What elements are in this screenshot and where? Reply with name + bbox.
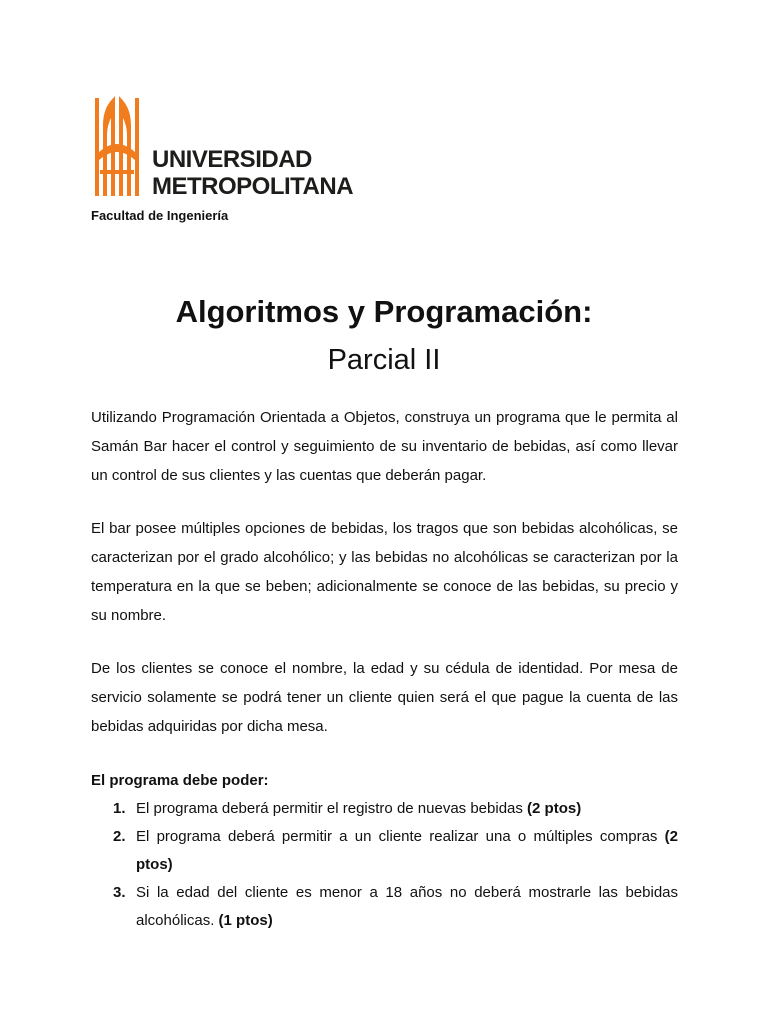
requirement-points: (2 ptos) xyxy=(136,828,678,873)
university-wordmark xyxy=(152,146,353,200)
requirement-number: 2. xyxy=(113,828,126,845)
requirements-list xyxy=(91,795,678,935)
requirement-item xyxy=(91,879,678,935)
requirements-heading: El programa debe poder: xyxy=(91,772,269,789)
faculty-label: Facultad de Ingeniería xyxy=(91,208,229,223)
requirement-points: (2 ptos) xyxy=(527,800,582,817)
document-subtitle: Parcial II xyxy=(327,344,441,376)
requirement-item xyxy=(91,795,678,823)
requirement-text: Si la edad del cliente es menor a 18 años no deberá mostrarle las bebidas alcohólicas. xyxy=(136,884,678,929)
logo-line-2: METROPOLITANA xyxy=(152,173,354,200)
requirement-points: (1 ptos) xyxy=(218,912,273,929)
document-title: Algoritmos y Programación: xyxy=(175,294,593,329)
requirement-number: 3. xyxy=(113,884,126,901)
logo-line-1: UNIVERSIDAD xyxy=(152,146,312,173)
drinks-paragraph: El bar posee múltiples opciones de bebidas, los tragos que son bebidas alcohólicas, se caracterizan por el grado alcohólico; y las bebidas no alcohólicas se caracterizan por la temperatura en la que se beben; adicionalmente se conoce de las bebidas, su precio y su nombre. xyxy=(91,520,678,624)
intro-paragraph: Utilizando Programación Orientada a Objetos, construya un programa que le permita al Samán Bar hacer el control y seguimiento de su inventario de bebidas, así como llevar un control de sus clientes y las cuentas que deberán pagar. xyxy=(91,409,678,484)
requirement-text: El programa deberá permitir a un cliente realizar una o múltiples compras xyxy=(136,828,665,845)
university-emblem-icon xyxy=(95,96,139,200)
requirement-item xyxy=(91,823,678,879)
requirement-number: 1. xyxy=(113,800,126,817)
clients-paragraph: De los clientes se conoce el nombre, la edad y su cédula de identidad. Por mesa de servicio solamente se podrá tener un cliente quien será el que pague la cuenta de las bebidas adquiridas por dicha mesa. xyxy=(91,660,678,735)
requirement-text: El programa deberá permitir el registro de nuevas bebidas xyxy=(136,800,528,817)
university-logo xyxy=(95,96,354,202)
